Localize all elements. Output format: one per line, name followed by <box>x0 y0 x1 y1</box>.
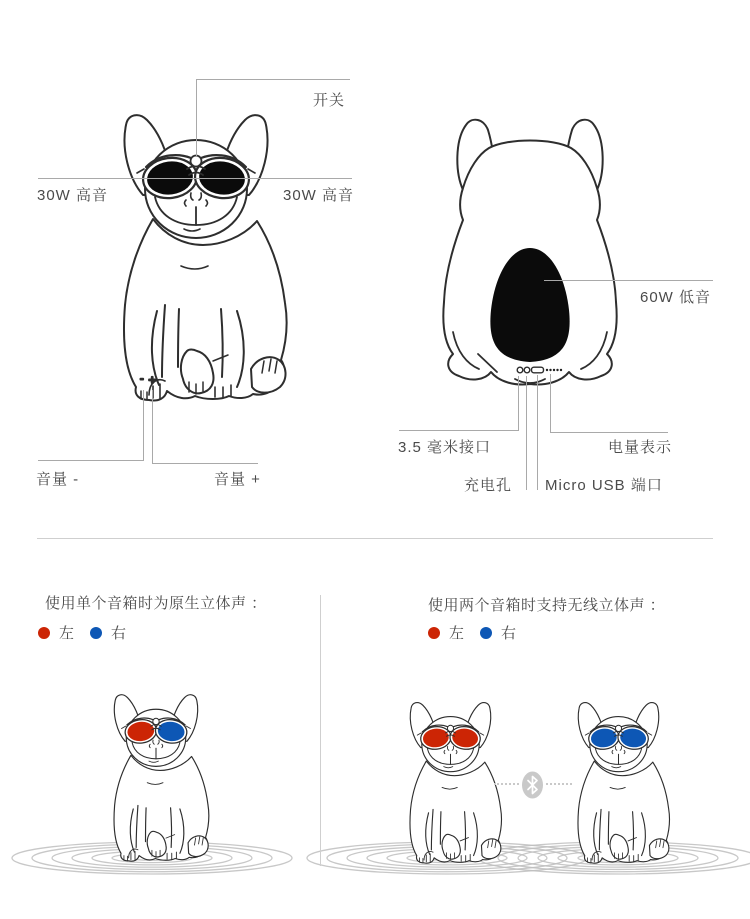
back-view-dog-illustration <box>433 112 633 402</box>
vertical-divider <box>320 595 321 866</box>
charge-line-v <box>526 376 527 490</box>
dual-mode-title: 使用两个音箱时支持无线立体声 ： <box>428 597 666 614</box>
tweeter-left-label: 30W 高音 <box>37 187 109 204</box>
woofer-label: 60W 低音 <box>640 289 712 306</box>
aux-line-v <box>518 376 519 430</box>
volume-minus-line-v <box>143 390 144 461</box>
left-channel-dot <box>428 627 440 639</box>
volume-minus-line-h <box>38 460 144 461</box>
aux-label: 3.5 毫米接口 <box>398 439 492 456</box>
tweeter-callout-line <box>38 178 352 179</box>
volume-plus-line-v <box>152 390 153 463</box>
single-speaker-dog-illustration <box>99 690 213 862</box>
power-label: 开关 <box>313 92 346 109</box>
bluetooth-dotted-line-right <box>546 783 572 785</box>
right-channel-dot <box>90 627 102 639</box>
single-mode-title: 使用单个音箱时为原生立体声 ： <box>45 595 267 612</box>
bluetooth-dotted-line-left <box>494 783 519 785</box>
power-callout-line-v <box>196 79 197 156</box>
woofer-callout-line <box>544 280 713 281</box>
horizontal-divider <box>37 538 713 539</box>
right-channel-label: 右 <box>111 625 128 642</box>
dual-right-dog-illustration <box>565 698 672 864</box>
charge-label: 充电孔 <box>464 477 513 494</box>
left-channel-label: 左 <box>59 625 76 642</box>
aux-line-h <box>399 430 519 431</box>
volume-plus-label: 音量 + <box>214 471 261 488</box>
usb-label: Micro USB 端口 <box>545 477 663 494</box>
dual-left-dog-illustration <box>397 698 504 864</box>
dual-mode-legend <box>428 622 517 643</box>
right-channel-label: 右 <box>501 625 518 642</box>
volume-plus-line-h <box>152 463 258 464</box>
volume-minus-label: 音量 - <box>36 471 80 488</box>
tweeter-right-label: 30W 高音 <box>283 187 355 204</box>
single-mode-legend <box>38 622 127 643</box>
bluetooth-icon <box>519 769 546 801</box>
battery-line-h <box>550 432 668 433</box>
left-channel-dot <box>38 627 50 639</box>
svg-text:+: + <box>148 375 157 386</box>
power-callout-line-h <box>196 79 350 80</box>
svg-text:-: - <box>140 374 144 385</box>
left-channel-label: 左 <box>449 625 466 642</box>
right-channel-dot <box>480 627 492 639</box>
usb-line-v <box>537 375 538 490</box>
battery-label: 电量表示 <box>608 439 673 456</box>
battery-line-v <box>550 374 551 432</box>
